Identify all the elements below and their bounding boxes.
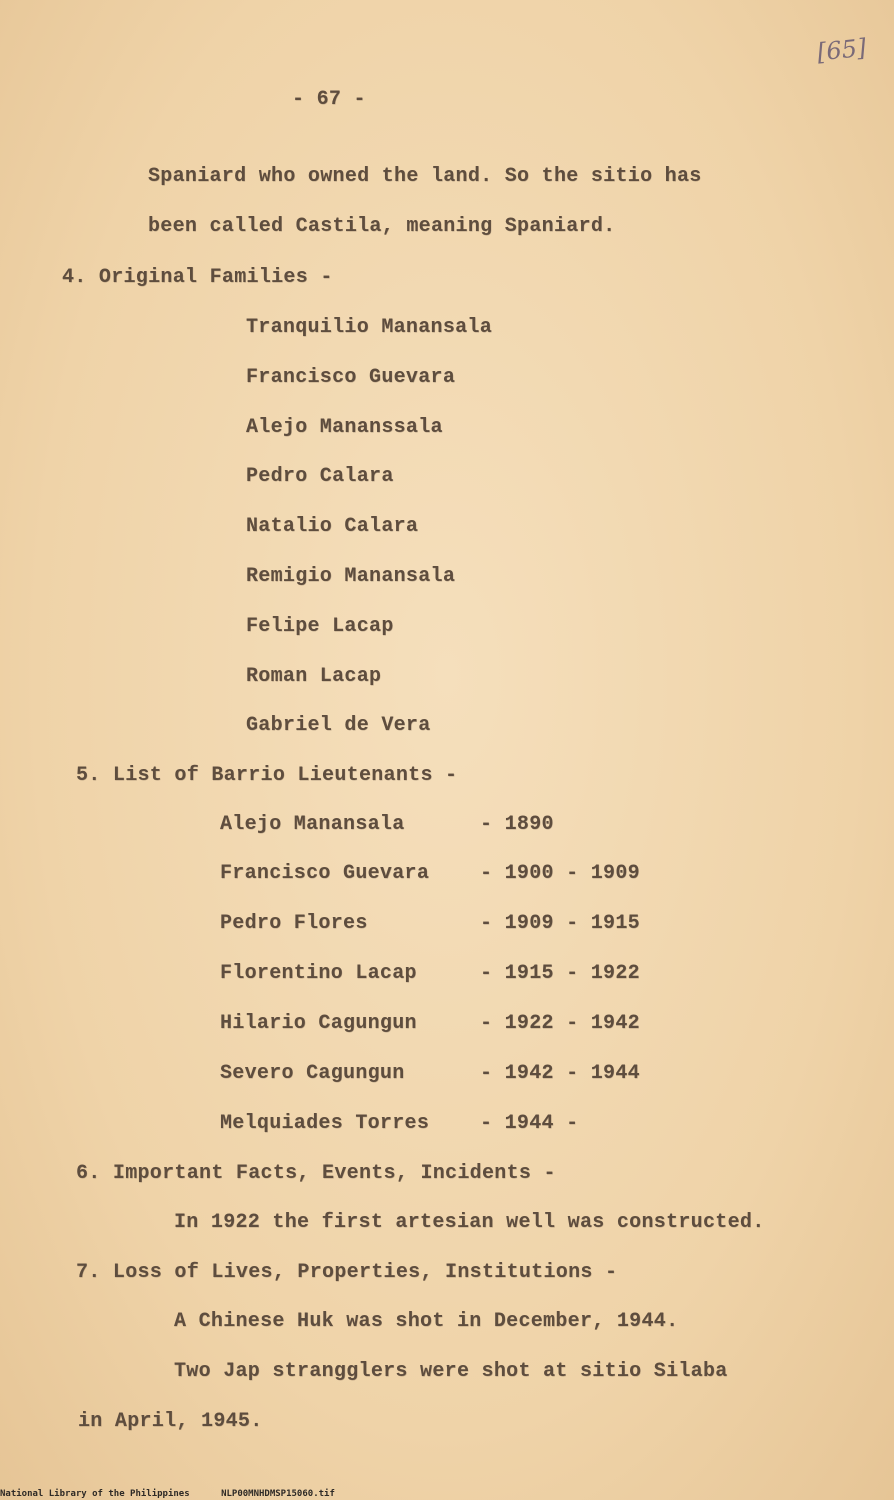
family-item: Remigio Manansala [246,565,456,588]
section-7-text-2: Two Jap strangglers were shot at sitio Silaba [174,1360,728,1383]
handwritten-page-mark: [65] [815,33,868,67]
family-item: Gabriel de Vera [246,714,431,737]
footer-library: National Library of the Philippines [0,1489,190,1499]
lieutenant-years: - 1900 - 1909 [480,862,640,885]
intro-line-1: Spaniard who owned the land. So the sitio has [148,165,702,188]
family-item: Alejo Mananssala [246,416,443,439]
lieutenant-years: - 1942 - 1944 [480,1062,640,1085]
lieutenant-years: - 1890 [480,813,554,836]
lieutenant-years: - 1922 - 1942 [480,1012,640,1035]
footer-file: NLP00MNHDMSP15060.tif [221,1489,335,1499]
lieutenant-name: Florentino Lacap [220,962,417,985]
family-item: Natalio Calara [246,515,419,538]
lieutenant-name: Hilario Cagungun [220,1012,417,1035]
family-item: Tranquilio Manansala [246,316,493,339]
lieutenant-years: - 1944 - [480,1112,579,1135]
lieutenant-name: Severo Cagungun [220,1062,405,1085]
intro-line-2: been called Castila, meaning Spaniard. [148,215,616,238]
section-7-text-1: A Chinese Huk was shot in December, 1944. [174,1310,679,1333]
lieutenant-name: Francisco Guevara [220,862,430,885]
lieutenant-name: Alejo Manansala [220,813,405,836]
scan-footer [0,1489,335,1499]
lieutenant-years: - 1909 - 1915 [480,912,640,935]
section-6-heading: 6. Important Facts, Events, Incidents - [76,1162,556,1185]
family-item: Felipe Lacap [246,615,394,638]
section-7-text-3: in April, 1945. [78,1410,263,1433]
section-4-heading: 4. Original Families - [62,266,333,289]
section-5-heading: 5. List of Barrio Lieutenants - [76,764,458,787]
family-item: Roman Lacap [246,665,382,688]
lieutenant-name: Pedro Flores [220,912,368,935]
lieutenant-years: - 1915 - 1922 [480,962,640,985]
family-item: Pedro Calara [246,465,394,488]
section-7-heading: 7. Loss of Lives, Properties, Institutions - [76,1261,618,1284]
family-item: Francisco Guevara [246,366,456,389]
lieutenant-name: Melquiades Torres [220,1112,430,1135]
section-6-text: In 1922 the first artesian well was constructed. [174,1211,765,1234]
page-number: - 67 - [292,88,366,111]
